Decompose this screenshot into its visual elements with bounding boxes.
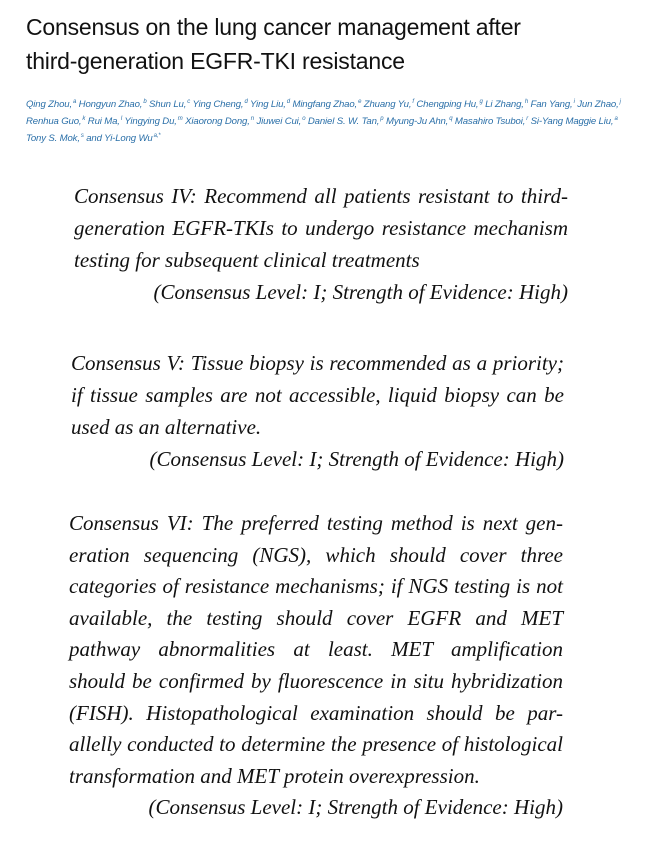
consensus-vi-line: categories of resistance mechanisms; if NGS testing is not xyxy=(69,574,563,599)
author-name[interactable]: Fan Yang, xyxy=(530,99,573,110)
author-name[interactable]: Shun Lu, xyxy=(149,99,187,110)
paper-title xyxy=(26,10,626,78)
author-affiliation-mark: p xyxy=(380,115,384,122)
author-name[interactable]: and Yi-Long Wu xyxy=(86,133,153,144)
consensus-iv-line: generation EGFR-TKIs to undergo resistance mechanism xyxy=(74,216,568,240)
author-name[interactable]: Ying Liu, xyxy=(249,99,286,110)
author-name[interactable]: Mingfang Zhao, xyxy=(292,99,358,110)
author-affiliation-mark: k xyxy=(82,115,86,122)
author-affiliation-mark: f xyxy=(412,98,414,105)
author-affiliation-mark: g xyxy=(479,98,483,105)
author-affiliation-mark: s xyxy=(80,132,84,139)
consensus-vi-line: pathway abnormalities at least. MET amplification xyxy=(69,637,563,662)
title-line-2: third-generation EGFR-TKI resistance xyxy=(26,48,405,74)
consensus-v-line: if tissue samples are not accessible, liquid biopsy can be xyxy=(71,383,564,407)
author-affiliation-mark: d xyxy=(286,98,290,105)
author-affiliation-mark: b xyxy=(143,98,147,105)
author-name[interactable]: Daniel S. W. Tan, xyxy=(307,116,380,127)
consensus-iv-level: (Consensus Level: I; Strength of Evidence: High) xyxy=(153,280,568,304)
consensus-v xyxy=(71,347,564,475)
author-affiliation-mark: a xyxy=(72,98,77,105)
author-affiliation-mark: o xyxy=(302,115,306,122)
author-affiliation-mark: n xyxy=(250,115,254,122)
author-name[interactable]: Xiaorong Dong, xyxy=(185,116,250,127)
author-affiliation-mark: a xyxy=(614,115,618,122)
author-affiliation-mark: h xyxy=(524,98,528,105)
consensus-vi xyxy=(69,508,563,824)
author-name[interactable]: Hongyun Zhao, xyxy=(78,99,143,110)
author-name[interactable]: Masahiro Tsuboi, xyxy=(454,116,526,127)
author-name[interactable]: Ying Cheng, xyxy=(192,99,244,110)
author-name[interactable]: Jun Zhao, xyxy=(577,99,619,110)
author-name[interactable]: Li Zhang, xyxy=(485,99,524,110)
author-name[interactable]: Tony S. Mok, xyxy=(26,133,80,144)
author-affiliation-mark: m xyxy=(177,115,183,122)
author-name[interactable]: Yingying Du, xyxy=(124,116,177,127)
author-affiliation-mark: l xyxy=(120,115,122,122)
author-list xyxy=(26,96,638,147)
author-name[interactable]: Renhua Guo, xyxy=(26,116,82,127)
consensus-iv xyxy=(74,180,568,308)
author-affiliation-mark: e xyxy=(358,98,362,105)
author-affiliation-mark: d xyxy=(244,98,248,105)
author-affiliation-mark: c xyxy=(187,98,191,105)
consensus-v-line: Consensus V: Tissue biopsy is recommended as a priority; xyxy=(71,351,564,375)
author-affiliation-mark: r xyxy=(526,115,529,122)
consensus-vi-line: should be confirmed by fluorescence in situ hybridization xyxy=(69,668,563,693)
author-name[interactable]: Chengping Hu, xyxy=(416,99,479,110)
author-name[interactable]: Qing Zhou, xyxy=(26,99,72,110)
consensus-vi-line: (FISH). Histopathological examination should be par- xyxy=(69,700,563,725)
consensus-vi-line: Consensus VI: The preferred testing method is next gen- xyxy=(69,511,563,535)
author-name[interactable]: Myung-Ju Ahn, xyxy=(385,116,449,127)
author-affiliation-mark: j xyxy=(619,98,621,105)
consensus-v-level: (Consensus Level: I; Strength of Evidence: High) xyxy=(149,447,564,471)
author-name[interactable]: Zhuang Yu, xyxy=(363,99,412,110)
consensus-iv-line: Consensus IV: Recommend all patients resistant to third- xyxy=(74,184,568,208)
author-affiliation-mark: q xyxy=(449,115,453,122)
consensus-vi-line: transformation and MET protein overexpression. xyxy=(69,763,480,788)
author-name[interactable]: Jiuwei Cui, xyxy=(256,116,302,127)
consensus-vi-line: allelly conducted to determine the presence of histological xyxy=(69,732,563,757)
title-line-1: Consensus on the lung cancer management after xyxy=(26,14,521,40)
consensus-vi-line: available, the testing should cover EGFR and MET xyxy=(69,605,563,630)
consensus-iv-line: testing for subsequent clinical treatments xyxy=(74,248,420,272)
consensus-v-line: used as an alternative. xyxy=(71,415,262,439)
author-name[interactable]: Rui Ma, xyxy=(87,116,120,127)
author-affiliation-mark: i xyxy=(573,98,575,105)
consensus-vi-line: eration sequencing (NGS), which should cover three xyxy=(69,542,563,567)
author-affiliation-mark: a,* xyxy=(153,132,161,139)
consensus-vi-level: (Consensus Level: I; Strength of Evidence: High) xyxy=(148,795,563,820)
author-name[interactable]: Si-Yang Maggie Liu, xyxy=(530,116,614,127)
